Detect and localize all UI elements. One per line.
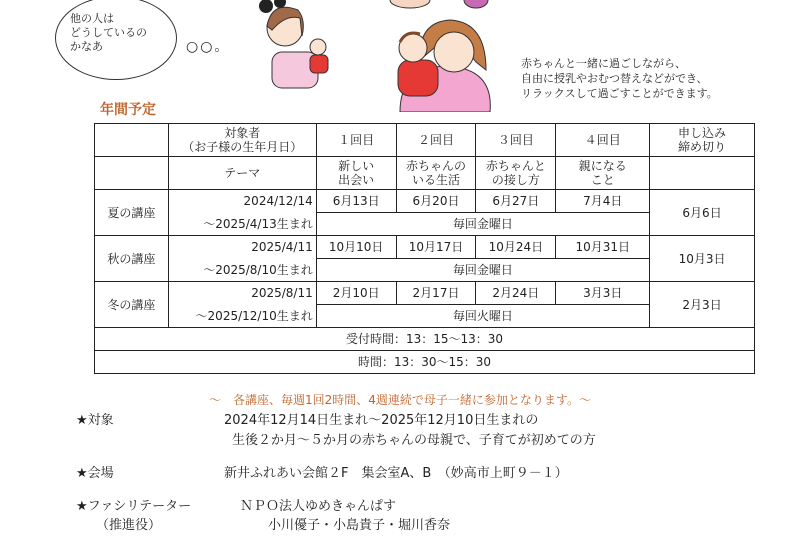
birth-to: ～2025/12/10生まれ — [168, 305, 316, 328]
table-header-row — [95, 124, 755, 157]
mother-left-figure — [259, 0, 318, 88]
target-line-2: 生後２か月～５か月の赤ちゃんの母親で、子育てが初めての方 — [232, 433, 596, 448]
course-name: 冬の講座 — [95, 282, 169, 328]
schedule-table — [94, 123, 755, 374]
header-blank — [95, 124, 169, 157]
session-date: 6月13日 — [316, 190, 396, 213]
session-date: 2月10日 — [316, 282, 396, 305]
session-date: 10月31日 — [556, 236, 650, 259]
theme-deadline-blank — [650, 157, 755, 190]
session-date: 2月24日 — [476, 282, 556, 305]
deadline: 10月3日 — [650, 236, 755, 282]
session-date: 10月10日 — [316, 236, 396, 259]
deadline: 6月6日 — [650, 190, 755, 236]
caption-line: 赤ちゃんと一緒に過ごしながら、 — [521, 57, 686, 70]
session-date: 6月20日 — [396, 190, 476, 213]
session-date: 3月3日 — [556, 282, 650, 305]
session-date: 6月27日 — [476, 190, 556, 213]
target-line-1: 2024年12月14日生まれ～2025年12月10日生まれの — [224, 413, 539, 428]
header-session-2: ２回目 — [396, 124, 476, 157]
session-time: 時間：13：30～15：30 — [95, 351, 755, 374]
reception-row — [95, 328, 755, 351]
section-title: 年間予定 — [100, 102, 156, 118]
facilitator-sub: （推進役） — [96, 518, 162, 533]
session-date: 2月17日 — [396, 282, 476, 305]
intro-caption — [521, 56, 791, 101]
weekday: 毎回金曜日 — [316, 213, 649, 236]
theme-2: 赤ちゃんの いる生活 — [396, 157, 476, 190]
weekday: 毎回金曜日 — [316, 259, 649, 282]
birth-from: 2024/12/14 — [168, 190, 316, 213]
course-name: 夏の講座 — [95, 190, 169, 236]
table-row — [95, 190, 755, 213]
birth-to: ～2025/8/10生まれ — [168, 259, 316, 282]
theme-row — [95, 157, 755, 190]
course-name: 秋の講座 — [95, 236, 169, 282]
header-deadline: 申し込み 締め切り — [650, 124, 755, 157]
schedule-note: ～ 各講座、毎週1回2時間、4週連続で母子一緒に参加となります。～ — [209, 393, 591, 407]
birth-from: 2025/4/11 — [168, 236, 316, 259]
mother-baby-illustration — [250, 0, 510, 112]
bubble-text: 他の人は どうしているの かなあ — [70, 12, 147, 53]
theme-3: 赤ちゃんと の接し方 — [476, 157, 556, 190]
weekday: 毎回火曜日 — [316, 305, 649, 328]
table-row — [95, 236, 755, 259]
theme-blank — [95, 157, 169, 190]
venue-label: ★会場 — [76, 466, 114, 481]
header-session-3: ３回目 — [476, 124, 556, 157]
target-label: ★対象 — [76, 413, 114, 428]
reception-time: 受付時間：13：15～13：30 — [95, 328, 755, 351]
birth-from: 2025/8/11 — [168, 282, 316, 305]
birth-to: ～2025/4/13生まれ — [168, 213, 316, 236]
deadline: 2月3日 — [650, 282, 755, 328]
theme-1: 新しい 出会い — [316, 157, 396, 190]
header-session-1: １回目 — [316, 124, 396, 157]
header-target: 対象者 （お子様の生年月日） — [168, 124, 316, 157]
session-date: 10月24日 — [476, 236, 556, 259]
venue: 新井ふれあい会館２F 集会室A、B （妙高市上町９－１） — [224, 466, 568, 481]
theme-label: テーマ — [168, 157, 316, 190]
facilitator-org: ＮＰＯ法人ゆめきゃんぱす — [240, 499, 397, 514]
theme-4: 親になる こと — [556, 157, 650, 190]
time-row — [95, 351, 755, 374]
facilitator-names: 小川優子・小島貴子・堀川香奈 — [268, 518, 451, 533]
session-date: 10月17日 — [396, 236, 476, 259]
caption-line: 自由に授乳やおむつ替えなどができ、 — [521, 72, 708, 85]
header-session-4: ４回目 — [556, 124, 650, 157]
bubble-dots: ○○。 — [186, 39, 231, 55]
facilitator-label: ★ファシリテーター — [76, 499, 192, 514]
session-date: 7月4日 — [556, 190, 650, 213]
baby-left-figure — [310, 39, 328, 73]
table-row — [95, 282, 755, 305]
caption-line: リラックスして過ごすことができます。 — [521, 87, 718, 100]
